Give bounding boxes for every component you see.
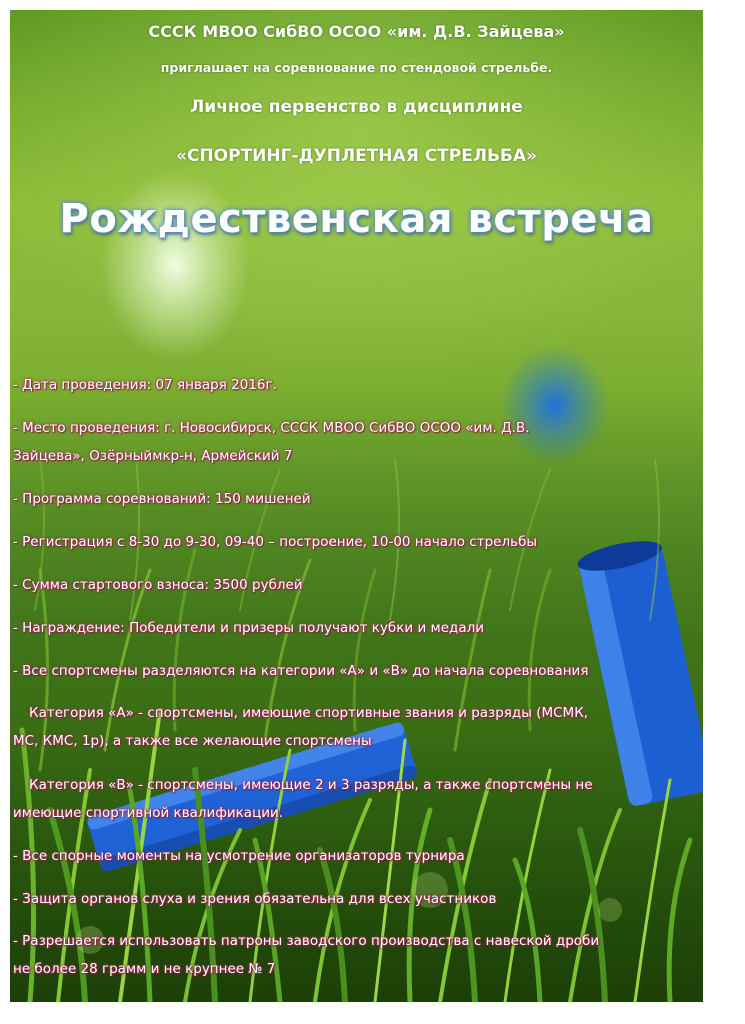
info-awards: - Награждение: Победители и призеры получают кубки и медали: [13, 620, 485, 636]
info-category-a-line2: МС, КМС, 1р), а также все желающие спортсмены: [13, 733, 372, 749]
info-category-a-line1: Категория «А» - спортсмены, имеющие спортивные звания и разряды (МСМК,: [29, 705, 589, 721]
info-ammo-line2: не более 28 грамм и не крупнее № 7: [13, 961, 276, 977]
event-title: Рождественская встреча: [59, 196, 654, 242]
info-protection: - Защита органов слуха и зрения обязательна для всех участников: [13, 891, 497, 907]
info-ammo-line1: - Разрешается использовать патроны заводского производства с навеской дроби: [13, 933, 600, 949]
info-disputes: - Все спорные моменты на усмотрение организаторов турнира: [13, 848, 465, 864]
info-registration: - Регистрация с 8-30 до 9-30, 09-40 – построение, 10-00 начало стрельбы: [13, 534, 538, 550]
invitation-text: приглашает на соревнование по стендовой стрельбе.: [160, 60, 553, 75]
poster: [10, 10, 703, 1002]
info-categories: - Все спортсмены разделяются на категории «А» и «В» до начала соревнования: [13, 663, 589, 679]
info-fee: - Сумма стартового взноса: 3500 рублей: [13, 577, 303, 593]
info-category-b-line1: Категория «В» - спортсмены, имеющие 2 и 3 разряды, а также спортсмены не: [29, 777, 593, 793]
championship-text: Личное первенство в дисциплине: [190, 97, 523, 117]
info-category-b-line2: имеющие спортивной квалификации.: [13, 805, 284, 821]
info-program: - Программа соревнований: 150 мишеней: [13, 491, 311, 507]
organization-name: СССК МВОО СибВО ОСОО «им. Д.В. Зайцева»: [148, 22, 565, 41]
info-date: - Дата проведения: 07 января 2016г.: [13, 377, 277, 393]
discipline-name: «СПОРТИНГ-ДУПЛЕТНАЯ СТРЕЛЬБА»: [175, 146, 538, 166]
info-place-line2: Зайцева», Озёрныймкр-н, Армейский 7: [13, 448, 293, 464]
info-place-line1: - Место проведения: г. Новосибирск, СССК МВОО СибВО ОСОО «им. Д.В.: [13, 420, 530, 436]
